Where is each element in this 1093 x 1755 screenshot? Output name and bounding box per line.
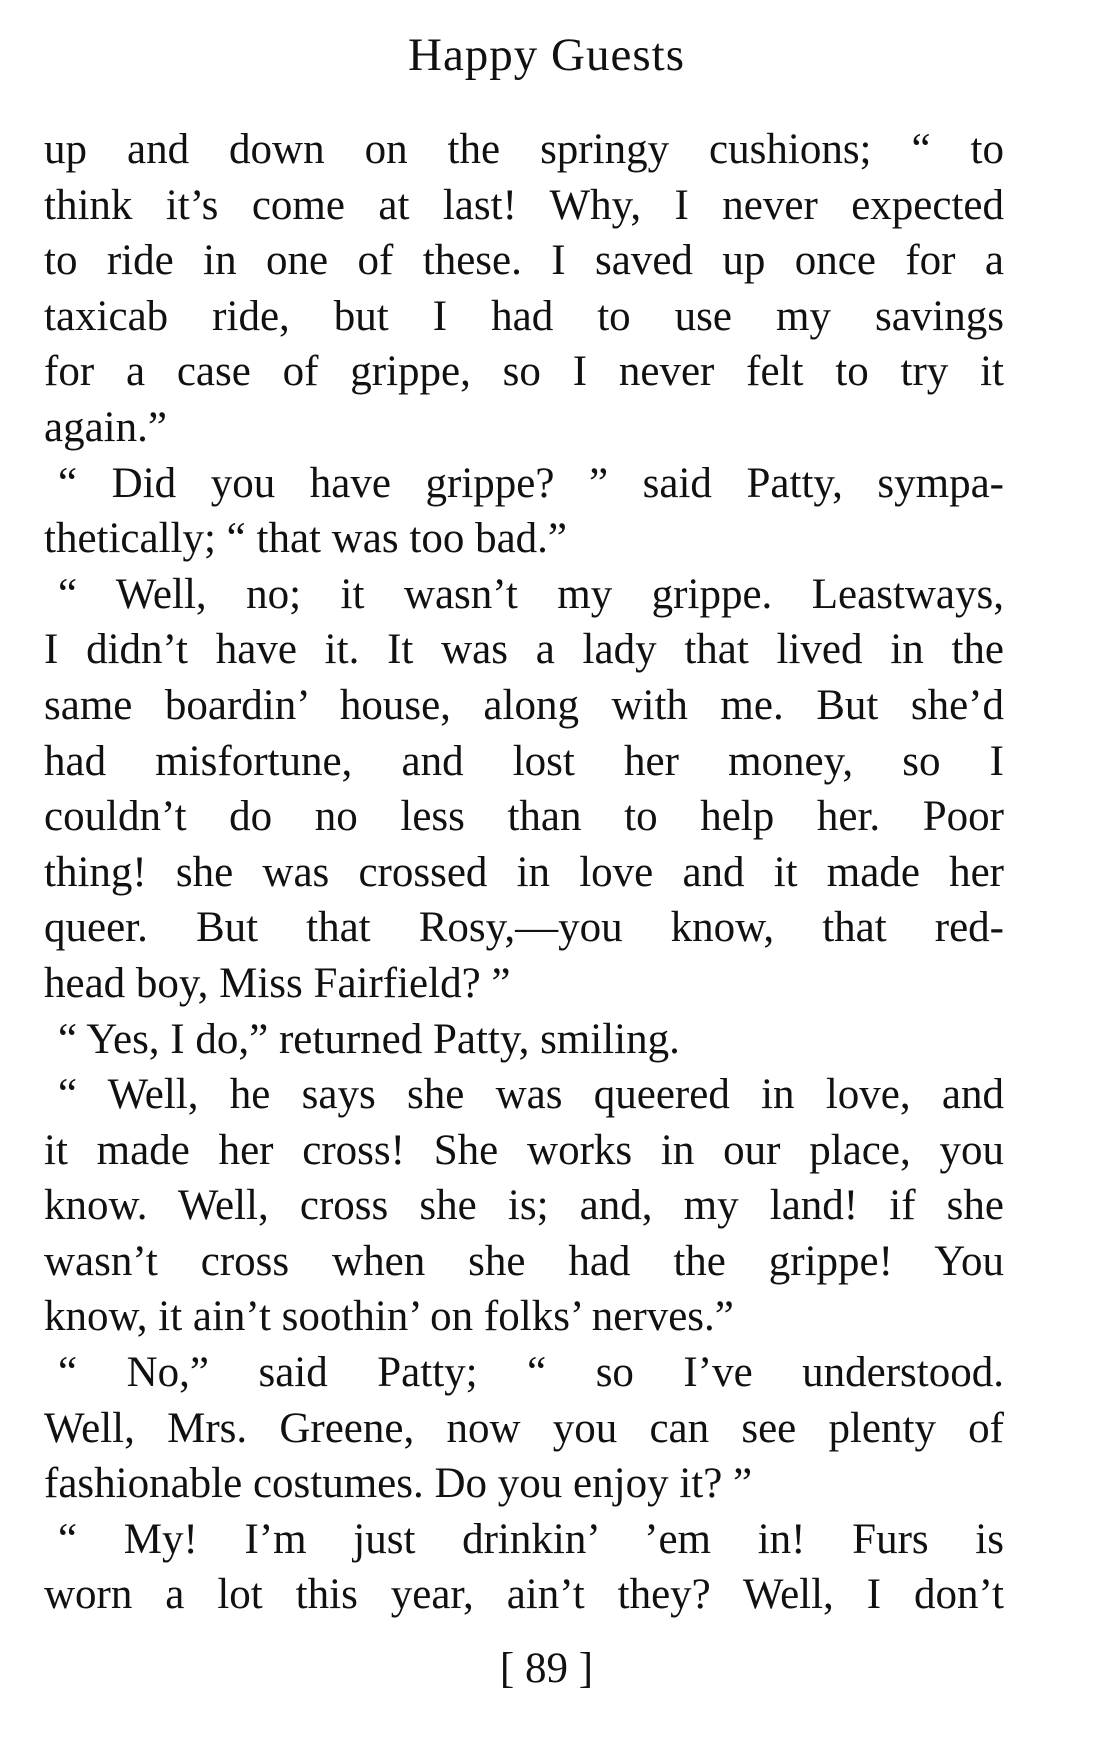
- text-line: for a case of grippe, so I never felt to try it: [44, 348, 1004, 396]
- body-text: [44, 122, 1004, 1623]
- text-line: had misfortune, and lost her money, so I: [44, 737, 1004, 785]
- text-line: I didn’t have it. It was a lady that lived in the: [44, 626, 1004, 674]
- text-line: head boy, Miss Fairfield? ”: [44, 959, 511, 1007]
- running-title: Happy Guests: [408, 29, 685, 81]
- text-line: “ Well, no; it wasn’t my grippe. Leastways,: [58, 570, 1004, 618]
- text-line: “ Yes, I do,” returned Patty, smiling.: [58, 1015, 680, 1063]
- text-line: couldn’t do no less than to help her. Poor: [44, 793, 1004, 841]
- text-line: thing! she was crossed in love and it made her: [44, 848, 1004, 896]
- text-line: same boardin’ house, along with me. But she’d: [44, 681, 1004, 729]
- text-line: taxicab ride, but I had to use my savings: [44, 292, 1004, 340]
- text-line: fashionable costumes. Do you enjoy it? ”: [44, 1460, 753, 1508]
- text-line: wasn’t cross when she had the grippe! You: [44, 1237, 1004, 1285]
- text-line: know. Well, cross she is; and, my land! if she: [44, 1182, 1004, 1230]
- page-number: [ 89 ]: [499, 1645, 594, 1692]
- text-line: know, it ain’t soothin’ on folks’ nerves.”: [44, 1293, 734, 1341]
- text-line: it made her cross! She works in our place, you: [44, 1126, 1004, 1174]
- text-line: to ride in one of these. I saved up once for a: [44, 237, 1004, 285]
- text-line: queer. But that Rosy,—you know, that red-: [44, 904, 1004, 952]
- text-line: worn a lot this year, ain’t they? Well, I don’t: [44, 1571, 1004, 1619]
- text-line: “ Did you have grippe? ” said Patty, sympa-: [58, 459, 1004, 507]
- text-line: “ Well, he says she was queered in love, and: [58, 1071, 1004, 1119]
- text-line: “ No,” said Patty; “ so I’ve understood.: [58, 1349, 1004, 1397]
- text-line: Well, Mrs. Greene, now you can see plenty of: [44, 1404, 1004, 1452]
- text-line: think it’s come at last! Why, I never expected: [44, 181, 1004, 229]
- text-line: “ My! I’m just drinkin’ ’em in! Furs is: [58, 1515, 1004, 1563]
- text-line: again.”: [44, 403, 167, 451]
- text-line: up and down on the springy cushions; “ to: [44, 126, 1004, 173]
- text-line: thetically; “ that was too bad.”: [44, 515, 567, 563]
